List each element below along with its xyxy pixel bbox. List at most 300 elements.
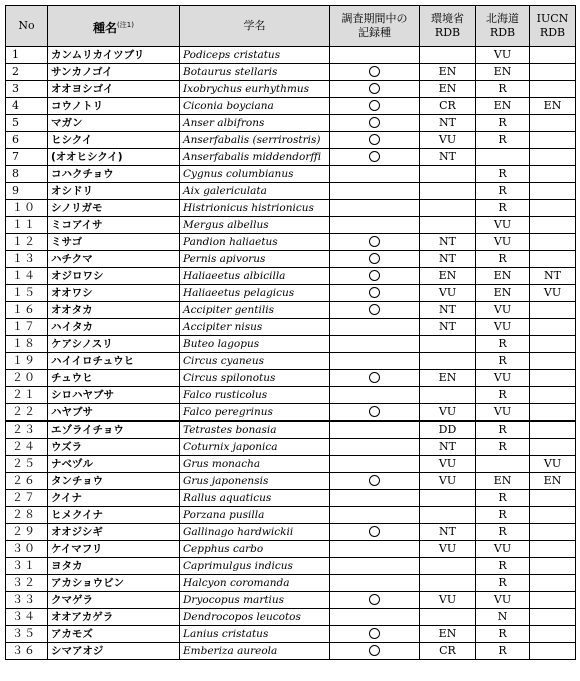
table-row [6,251,576,268]
header-scientific-name: 学名 [180,6,330,47]
table-row [6,370,576,387]
hokkaido-rdb-status: R [476,115,530,132]
header-env-rdb: 環境省 RDB [420,6,476,47]
scientific-name: Coturnix japonica [180,439,330,456]
env-rdb-status: VU [420,541,476,558]
iucn-rdb-status [530,115,576,132]
env-rdb-status [420,490,476,507]
hokkaido-rdb-status: R [476,183,530,200]
table-row [6,183,576,200]
iucn-rdb-status: VU [530,456,576,473]
recorded-circle-icon [369,134,380,145]
hokkaido-rdb-status: VU [476,541,530,558]
recorded-mark [330,353,420,370]
iucn-rdb-status [530,404,576,422]
species-name: カンムリカイツブリ [48,47,180,64]
hokkaido-rdb-status: R [476,251,530,268]
env-rdb-status [420,217,476,234]
table-row [6,524,576,541]
hokkaido-rdb-status: R [476,132,530,149]
table-row [6,541,576,558]
iucn-rdb-status [530,217,576,234]
species-name: サンカノゴイ [48,64,180,81]
scientific-name: Anserfabalis (serrirostris) [180,132,330,149]
scientific-name: Falco rusticolus [180,387,330,404]
hokkaido-rdb-status: EN [476,473,530,490]
species-name: コウノトリ [48,98,180,115]
table-row [6,439,576,456]
iucn-rdb-status [530,626,576,643]
env-rdb-status [420,609,476,626]
scientific-name: Tetrastes bonasia [180,421,330,439]
hokkaido-rdb-status: EN [476,64,530,81]
iucn-rdb-status [530,558,576,575]
recorded-mark [330,490,420,507]
recorded-circle-icon [369,645,380,656]
scientific-name: Buteo lagopus [180,336,330,353]
recorded-circle-icon [369,117,380,128]
env-rdb-status [420,353,476,370]
env-rdb-status [420,336,476,353]
table-row [6,302,576,319]
recorded-circle-icon [369,372,380,383]
env-rdb-status: DD [420,421,476,439]
hokkaido-rdb-status: R [476,643,530,660]
iucn-rdb-status [530,64,576,81]
table-row [6,319,576,336]
species-name: アカモズ [48,626,180,643]
header-hokkaido-rdb: 北海道 RDB [476,6,530,47]
table-header [6,6,576,47]
table-row [6,575,576,592]
scientific-name: Histrionicus histrionicus [180,200,330,217]
hokkaido-rdb-status: EN [476,268,530,285]
document [5,5,576,660]
table-row [6,81,576,98]
env-rdb-status: EN [420,626,476,643]
env-rdb-status: VU [420,456,476,473]
recorded-mark [330,234,420,251]
hokkaido-rdb-status [476,456,530,473]
scientific-name: Circus cyaneus [180,353,330,370]
iucn-rdb-status [530,524,576,541]
recorded-mark [330,149,420,166]
species-name: マガン [48,115,180,132]
species-name: シノリガモ [48,200,180,217]
iucn-rdb-status [530,47,576,64]
scientific-name: Anserfabalis middendorffi [180,149,330,166]
row-number: １０ [6,200,48,217]
table-body [6,47,576,660]
scientific-name: Circus spilonotus [180,370,330,387]
table-row [6,456,576,473]
row-number: １７ [6,319,48,336]
table-row [6,592,576,609]
recorded-mark [330,609,420,626]
recorded-circle-icon [369,475,380,486]
row-number: １２ [6,234,48,251]
scientific-name: Gallinago hardwickii [180,524,330,541]
recorded-circle-icon [369,526,380,537]
recorded-circle-icon [369,406,380,417]
table-row [6,166,576,183]
table-row [6,132,576,149]
recorded-mark [330,319,420,336]
header-note: (注1) [117,20,134,29]
row-number: １８ [6,336,48,353]
row-number: 8 [6,166,48,183]
recorded-mark [330,370,420,387]
iucn-rdb-status [530,251,576,268]
row-number: 5 [6,115,48,132]
table-row [6,336,576,353]
env-rdb-status [420,575,476,592]
recorded-mark [330,251,420,268]
scientific-name: Emberiza aureola [180,643,330,660]
scientific-name: Aix galericulata [180,183,330,200]
env-rdb-status: NT [420,251,476,268]
row-number: 4 [6,98,48,115]
table-row [6,217,576,234]
env-rdb-status: VU [420,592,476,609]
iucn-rdb-status [530,200,576,217]
row-number: 9 [6,183,48,200]
hokkaido-rdb-status: R [476,524,530,541]
row-number: ３２ [6,575,48,592]
iucn-rdb-status [530,575,576,592]
scientific-name: Rallus aquaticus [180,490,330,507]
iucn-rdb-status [530,319,576,336]
table-row [6,149,576,166]
species-name: クイナ [48,490,180,507]
hokkaido-rdb-status [476,149,530,166]
species-name: オジロワシ [48,268,180,285]
species-table [5,5,576,660]
row-number: 7 [6,149,48,166]
scientific-name: Cygnus columbianus [180,166,330,183]
species-name: エゾライチョウ [48,421,180,439]
iucn-rdb-status [530,592,576,609]
scientific-name: Porzana pusilla [180,507,330,524]
hokkaido-rdb-status: R [476,166,530,183]
table-row [6,643,576,660]
recorded-circle-icon [369,270,380,281]
env-rdb-status [420,47,476,64]
recorded-circle-icon [369,628,380,639]
hokkaido-rdb-status: VU [476,217,530,234]
recorded-circle-icon [369,236,380,247]
row-number: ３４ [6,609,48,626]
hokkaido-rdb-status: R [476,421,530,439]
row-number: ２４ [6,439,48,456]
iucn-rdb-status [530,421,576,439]
row-number: １９ [6,353,48,370]
env-rdb-status [420,387,476,404]
recorded-mark [330,507,420,524]
species-name: ミコアイサ [48,217,180,234]
iucn-rdb-status: VU [530,285,576,302]
iucn-rdb-status [530,81,576,98]
row-number: ３５ [6,626,48,643]
row-number: ２１ [6,387,48,404]
recorded-mark [330,64,420,81]
species-name: ハイイロチュウヒ [48,353,180,370]
species-name: タンチョウ [48,473,180,490]
species-name: ウズラ [48,439,180,456]
env-rdb-status: EN [420,64,476,81]
iucn-rdb-status [530,149,576,166]
recorded-mark [330,421,420,439]
env-rdb-status: CR [420,643,476,660]
iucn-rdb-status [530,439,576,456]
recorded-mark [330,115,420,132]
scientific-name: Accipiter nisus [180,319,330,336]
recorded-mark [330,183,420,200]
iucn-rdb-status [530,302,576,319]
species-name: (オオヒシクイ) [48,149,180,166]
recorded-mark [330,98,420,115]
species-name: シロハヤブサ [48,387,180,404]
species-name: オオアカゲラ [48,609,180,626]
recorded-mark [330,524,420,541]
species-name: オシドリ [48,183,180,200]
hokkaido-rdb-status: VU [476,592,530,609]
iucn-rdb-status [530,609,576,626]
env-rdb-status: VU [420,404,476,422]
scientific-name: Cepphus carbo [180,541,330,558]
recorded-mark [330,285,420,302]
species-name: ヨタカ [48,558,180,575]
iucn-rdb-status: NT [530,268,576,285]
header-recorded: 調査期間中の 記録種 [330,6,420,47]
table-row [6,64,576,81]
table-row [6,387,576,404]
hokkaido-rdb-status: VU [476,302,530,319]
row-number: ２０ [6,370,48,387]
env-rdb-status: NT [420,115,476,132]
species-name: ミサゴ [48,234,180,251]
row-number: 1 [6,47,48,64]
row-number: １３ [6,251,48,268]
table-row [6,285,576,302]
row-number: ２２ [6,404,48,422]
species-name: ケイマフリ [48,541,180,558]
row-number: １４ [6,268,48,285]
scientific-name: Ciconia boyciana [180,98,330,115]
row-number: 6 [6,132,48,149]
table-row [6,98,576,115]
row-number: 2 [6,64,48,81]
hokkaido-rdb-status: R [476,490,530,507]
recorded-mark [330,626,420,643]
row-number: ２９ [6,524,48,541]
scientific-name: Pernis apivorus [180,251,330,268]
row-number: １６ [6,302,48,319]
env-rdb-status: EN [420,268,476,285]
scientific-name: Lanius cristatus [180,626,330,643]
recorded-circle-icon [369,151,380,162]
table-row [6,353,576,370]
species-name: オオワシ [48,285,180,302]
scientific-name: Podiceps cristatus [180,47,330,64]
scientific-name: Falco peregrinus [180,404,330,422]
table-row [6,626,576,643]
header-no: No [6,6,48,47]
species-name: ハイタカ [48,319,180,336]
row-number: ２６ [6,473,48,490]
species-name: チュウヒ [48,370,180,387]
iucn-rdb-status [530,166,576,183]
scientific-name: Mergus albellus [180,217,330,234]
scientific-name: Halcyon coromanda [180,575,330,592]
env-rdb-status: NT [420,302,476,319]
recorded-circle-icon [369,66,380,77]
scientific-name: Accipiter gentilis [180,302,330,319]
recorded-mark [330,404,420,422]
recorded-mark [330,439,420,456]
env-rdb-status: EN [420,370,476,387]
hokkaido-rdb-status: VU [476,319,530,336]
table-row [6,47,576,64]
species-name: オオタカ [48,302,180,319]
table-row [6,473,576,490]
row-number: 3 [6,81,48,98]
env-rdb-status: EN [420,81,476,98]
hokkaido-rdb-status: R [476,200,530,217]
scientific-name: Anser albifrons [180,115,330,132]
table-row [6,200,576,217]
row-number: ３０ [6,541,48,558]
species-name: クマゲラ [48,592,180,609]
iucn-rdb-status [530,132,576,149]
env-rdb-status: NT [420,149,476,166]
recorded-mark [330,473,420,490]
recorded-mark [330,302,420,319]
iucn-rdb-status [530,541,576,558]
recorded-mark [330,166,420,183]
row-number: ２８ [6,507,48,524]
recorded-mark [330,81,420,98]
scientific-name: Grus monacha [180,456,330,473]
iucn-rdb-status [530,643,576,660]
species-name: ナベヅル [48,456,180,473]
species-name: シマアオジ [48,643,180,660]
row-number: ３３ [6,592,48,609]
scientific-name: Grus japonensis [180,473,330,490]
recorded-mark [330,132,420,149]
recorded-mark [330,643,420,660]
header-iucn-rdb: IUCN RDB [530,6,576,47]
recorded-mark [330,200,420,217]
hokkaido-rdb-status: R [476,507,530,524]
scientific-name: Ixobrychus eurhythmus [180,81,330,98]
recorded-mark [330,268,420,285]
species-name: ハチクマ [48,251,180,268]
recorded-mark [330,456,420,473]
scientific-name: Dendrocopos leucotos [180,609,330,626]
recorded-mark [330,541,420,558]
iucn-rdb-status [530,507,576,524]
iucn-rdb-status [530,183,576,200]
env-rdb-status [420,200,476,217]
species-name: オオヨシゴイ [48,81,180,98]
recorded-mark [330,47,420,64]
env-rdb-status [420,166,476,183]
species-name: コハクチョウ [48,166,180,183]
recorded-mark [330,336,420,353]
hokkaido-rdb-status: EN [476,98,530,115]
iucn-rdb-status [530,370,576,387]
env-rdb-status [420,183,476,200]
table-row [6,421,576,439]
scientific-name: Pandion haliaetus [180,234,330,251]
recorded-circle-icon [369,304,380,315]
scientific-name: Haliaeetus pelagicus [180,285,330,302]
species-name: ハヤブサ [48,404,180,422]
recorded-circle-icon [369,83,380,94]
table-row [6,507,576,524]
table-row [6,268,576,285]
env-rdb-status: VU [420,285,476,302]
env-rdb-status: NT [420,234,476,251]
hokkaido-rdb-status: R [476,336,530,353]
hokkaido-rdb-status: R [476,558,530,575]
hokkaido-rdb-status: R [476,626,530,643]
row-number: ２５ [6,456,48,473]
env-rdb-status [420,558,476,575]
scientific-name: Haliaeetus albicilla [180,268,330,285]
recorded-mark [330,558,420,575]
iucn-rdb-status: EN [530,98,576,115]
env-rdb-status: NT [420,524,476,541]
env-rdb-status: VU [420,473,476,490]
scientific-name: Botaurus stellaris [180,64,330,81]
hokkaido-rdb-status: EN [476,285,530,302]
recorded-mark [330,592,420,609]
hokkaido-rdb-status: R [476,387,530,404]
row-number: １１ [6,217,48,234]
table-row [6,609,576,626]
hokkaido-rdb-status: R [476,439,530,456]
iucn-rdb-status [530,353,576,370]
row-number: ３１ [6,558,48,575]
species-name: ヒメクイナ [48,507,180,524]
hokkaido-rdb-status: N [476,609,530,626]
iucn-rdb-status [530,490,576,507]
iucn-rdb-status [530,387,576,404]
table-row [6,404,576,422]
hokkaido-rdb-status: VU [476,370,530,387]
hokkaido-rdb-status: R [476,81,530,98]
recorded-circle-icon [369,253,380,264]
iucn-rdb-status [530,336,576,353]
recorded-circle-icon [369,594,380,605]
species-name: ケアシノスリ [48,336,180,353]
recorded-mark [330,575,420,592]
hokkaido-rdb-status: VU [476,234,530,251]
row-number: １５ [6,285,48,302]
scientific-name: Dryocopus martius [180,592,330,609]
iucn-rdb-status: EN [530,473,576,490]
recorded-circle-icon [369,287,380,298]
recorded-mark [330,217,420,234]
env-rdb-status: NT [420,439,476,456]
species-name: アカショウビン [48,575,180,592]
table-row [6,115,576,132]
table-row [6,558,576,575]
hokkaido-rdb-status: R [476,575,530,592]
env-rdb-status [420,507,476,524]
